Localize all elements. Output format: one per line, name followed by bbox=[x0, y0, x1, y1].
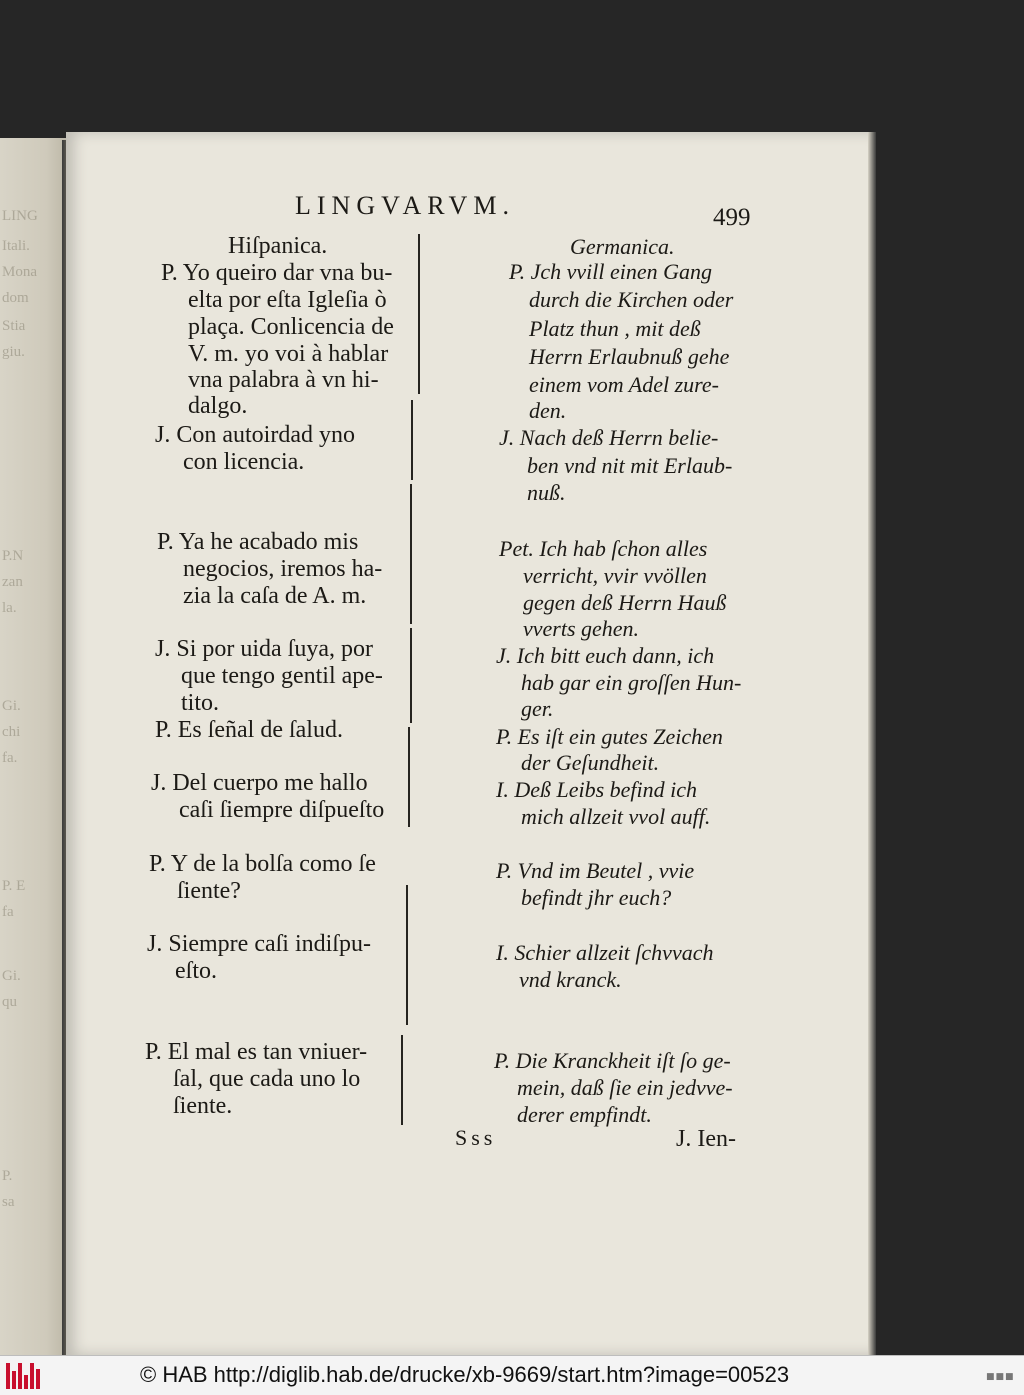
spanish-line: ſiente? bbox=[177, 878, 241, 904]
german-line: I. Deß Leibs befind ich bbox=[496, 777, 698, 802]
german-line: vnd kranck. bbox=[519, 967, 622, 992]
spanish-line: J. Siempre caſi indiſpu- bbox=[147, 931, 371, 957]
german-line: Platz thun , mit deß bbox=[529, 316, 701, 341]
spanish-line: caſi ſiempre diſpueſto bbox=[179, 797, 385, 823]
spanish-line: P. Ya he acabado mis bbox=[157, 529, 359, 555]
spanish-line: J. Del cuerpo me hallo bbox=[151, 770, 368, 796]
spanish-line: que tengo gentil ape- bbox=[181, 663, 383, 689]
page-number: 499 bbox=[713, 204, 751, 231]
spanish-line: J. Con autoirdad yno bbox=[155, 422, 355, 448]
spanish-line: con licencia. bbox=[183, 449, 305, 475]
column-rule bbox=[408, 727, 410, 827]
german-line: hab gar ein groſſen Hun- bbox=[521, 670, 742, 695]
catchword: J. Ien- bbox=[676, 1126, 736, 1152]
hab-logo-icon bbox=[6, 1363, 44, 1389]
german-line: befindt jhr euch? bbox=[521, 885, 672, 910]
german-line: den. bbox=[529, 398, 567, 423]
spanish-line: P. Y de la bolſa como ſe bbox=[149, 851, 376, 877]
german-line: J. Ich bitt euch dann, ich bbox=[496, 643, 715, 668]
german-line: P. Vnd im Beutel , vvie bbox=[496, 858, 695, 883]
german-line: J. Nach deß Herrn belie- bbox=[499, 425, 719, 450]
signature-mark: Sss bbox=[455, 1125, 497, 1150]
page-edge-shadow bbox=[868, 132, 876, 1355]
spanish-line: elta por eſta Igleſia ò bbox=[188, 287, 387, 313]
spanish-line: P. El mal es tan vniuer- bbox=[145, 1039, 368, 1065]
german-line: einem vom Adel zure- bbox=[529, 372, 719, 397]
german-line: mich allzeit vvol auff. bbox=[521, 804, 711, 829]
spanish-line: dalgo. bbox=[188, 393, 248, 419]
german-line: vverts gehen. bbox=[523, 616, 640, 641]
copyright-link[interactable]: © HAB http://diglib.hab.de/drucke/xb-9669/start.htm?image=00523 bbox=[140, 1362, 790, 1387]
spanish-line: negocios, iremos ha- bbox=[183, 556, 383, 582]
column-rule bbox=[406, 885, 408, 1025]
german-line: der Geſundheit. bbox=[521, 750, 660, 775]
german-line: Pet. Ich hab ſchon alles bbox=[499, 536, 708, 561]
spanish-line: vna palabra à vn hi- bbox=[188, 367, 379, 393]
facing-page-edge: LING Itali. Mona dom Stia giu. P.N zan la. Gi. chi fa. P. E fa Gi. qu P. sa bbox=[0, 138, 66, 1355]
spanish-line: J. Si por uida ſuya, por bbox=[155, 636, 373, 662]
german-line: P. Es iſt ein gutes Zeichen bbox=[496, 724, 723, 749]
viewer-footer-bar bbox=[0, 1355, 1024, 1395]
german-line: ger. bbox=[521, 696, 554, 721]
german-line: Herrn Erlaubnuß gehe bbox=[529, 344, 730, 369]
running-title: LINGVARVM. bbox=[295, 191, 515, 220]
german-line: P. Jch vvill einen Gang bbox=[509, 259, 713, 284]
german-line: ben vnd nit mit Erlaub- bbox=[527, 453, 733, 478]
column-title-german: Germanica. bbox=[570, 234, 675, 259]
column-rule bbox=[411, 400, 413, 480]
column-rule bbox=[401, 1035, 403, 1125]
german-line: gegen deß Herrn Hauß bbox=[523, 590, 727, 615]
column-rule bbox=[410, 484, 412, 624]
german-line: mein, daß ſie ein jedvve- bbox=[517, 1075, 733, 1100]
german-line: I. Schier allzeit ſchvvach bbox=[496, 940, 714, 965]
german-line: verricht, vvir vvöllen bbox=[523, 563, 707, 588]
column-rule bbox=[418, 234, 420, 394]
german-line: durch die Kirchen oder bbox=[529, 287, 734, 312]
column-title-spanish: Hiſpanica. bbox=[228, 233, 328, 259]
german-line: derer empfindt. bbox=[517, 1102, 652, 1127]
dots-icon: ■■■ bbox=[986, 1372, 1015, 1382]
spanish-line: ſiente. bbox=[173, 1093, 233, 1119]
german-line: nuß. bbox=[527, 480, 566, 505]
spanish-line: P. Yo queiro dar vna bu- bbox=[161, 260, 393, 286]
spanish-line: V. m. yo voi à hablar bbox=[188, 341, 389, 367]
spanish-line: ſal, que cada uno lo bbox=[173, 1066, 361, 1092]
column-rule bbox=[410, 628, 412, 723]
spanish-line: zia la caſa de A. m. bbox=[183, 583, 367, 609]
spanish-line: eſto. bbox=[175, 958, 217, 984]
spanish-line: plaça. Conlicencia de bbox=[188, 314, 394, 340]
german-line: P. Die Kranckheit iſt ſo ge- bbox=[494, 1048, 731, 1073]
spanish-line: tito. bbox=[181, 690, 220, 716]
spanish-line: P. Es ſeñal de ſalud. bbox=[155, 717, 343, 743]
